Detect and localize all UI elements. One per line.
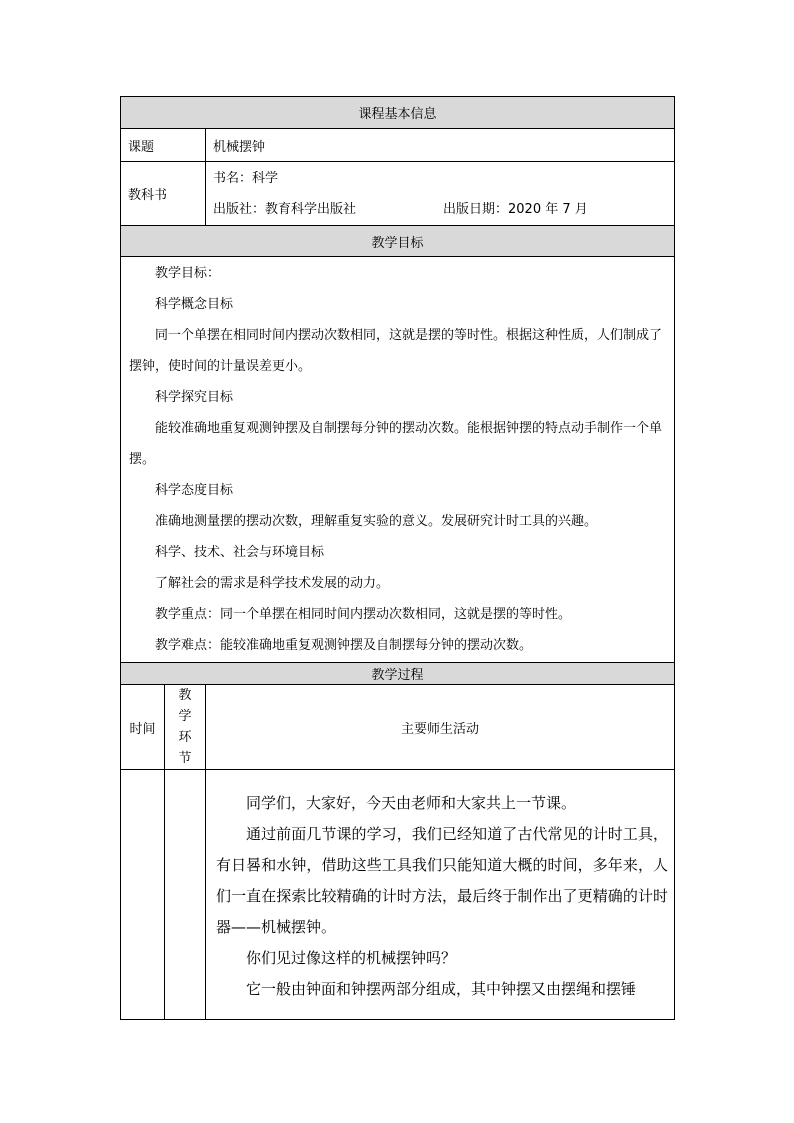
textbook-label: 教科书 [121,162,206,226]
lesson-plan-table [120,96,675,1020]
objective-line: 科学探究目标 [155,390,234,405]
topic-label: 课题 [121,129,206,162]
objective-line: 科学态度目标 [155,483,234,498]
stage-cell [165,770,206,1020]
objective-line: 教学重点：同一个单摆在相同时间内摆动次数相同，这就是摆的等时性。 [155,607,572,622]
stage-char: 节 [178,751,192,766]
lesson-paragraph: 你们见过像这样的机械摆钟吗？ [246,949,457,967]
lesson-paragraph: 通过前面几节课的学习，我们已经知道了古代常见的计时工具，有日晷和水钟，借助这些工具我们只能知道大概的时间，多年来，人们一直在探索比较精确的计时方法，最后终于制作出了更精确的计时器——机械摆钟。 [216,825,669,936]
objective-line: 科学概念目标 [155,297,234,312]
objective-line: 准确地测量摆的摆动次数，理解重复实验的意义。发展研究计时工具的兴趣。 [155,514,598,529]
publisher-row [213,194,674,225]
objectives-content [121,257,675,663]
objective-line: 教学难点：能较准确地重复观测钟摆及自制摆每分钟的摆动次数。 [155,638,533,653]
lesson-paragraph: 它一般由钟面和钟摆两部分组成，其中钟摆又由摆绳和摆锤 [246,980,637,998]
stage-char: 学 [178,709,192,724]
section-header-basic-info: 课程基本信息 [121,97,675,129]
objective-line: 能较准确地重复观测钟摆及自制摆每分钟的摆动次数。能根据钟摆的特点动手制作一个单摆。 [129,421,663,467]
time-cell [121,770,165,1020]
objective-line: 教学目标： [155,266,221,281]
stage-header [165,685,206,770]
stage-char: 环 [178,730,192,745]
objective-line: 了解社会的需求是科学技术发展的动力。 [155,576,390,591]
book-name: 书名：科学 [213,170,279,186]
activity-cell [206,770,675,1020]
activity-header: 主要师生活动 [206,685,675,770]
topic-value: 机械摆钟 [206,129,675,162]
publisher: 出版社：教育科学出版社 [213,201,357,217]
textbook-info [206,162,675,226]
time-header: 时间 [121,685,165,770]
section-header-process: 教学过程 [121,663,675,685]
section-header-objectives: 教学目标 [121,226,675,257]
objective-line: 同一个单摆在相同时间内摆动次数相同，这就是摆的等时性。根据这种性质，人们制成了摆钟，使时间的计量误差更小。 [129,328,663,374]
stage-char: 教 [178,688,192,703]
objective-line: 科学、技术、社会与环境目标 [155,545,325,560]
lesson-paragraph: 同学们，大家好，今天由老师和大家共上一节课。 [246,794,577,812]
publish-date: 出版日期：2020 年 7 月 [443,201,588,217]
